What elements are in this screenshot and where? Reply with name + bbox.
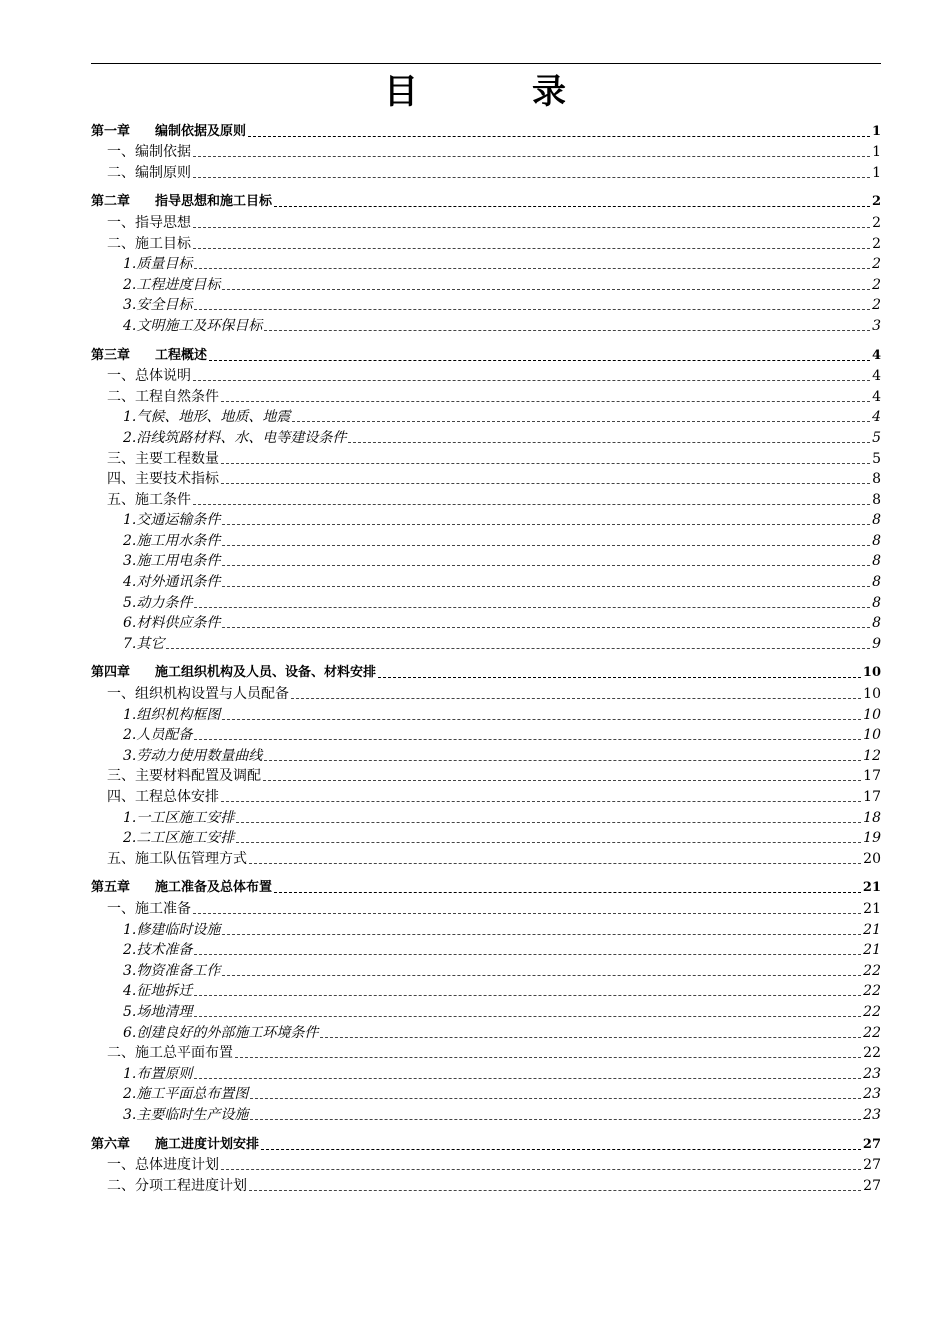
toc-entry-sub[interactable] xyxy=(91,806,881,827)
toc-entry-text: 五、施工队伍管理方式 xyxy=(107,850,247,867)
toc-entry-text: 6.材料供应条件 xyxy=(123,615,221,632)
toc-page-number: 8 xyxy=(872,512,881,529)
toc-entry-sub[interactable] xyxy=(91,939,881,960)
toc-title: 目 录 xyxy=(384,72,606,112)
toc-entry-label xyxy=(107,767,261,785)
dot-leader xyxy=(194,607,870,608)
chapter-gap xyxy=(91,335,881,344)
toc-entry-sub[interactable] xyxy=(91,744,881,765)
dot-leader xyxy=(235,1057,861,1058)
toc-entry-section[interactable] xyxy=(91,447,881,468)
dot-leader xyxy=(264,330,870,331)
toc-page-number: 8 xyxy=(872,615,881,632)
toc-entry-label xyxy=(123,408,290,426)
toc-page-number: 21 xyxy=(863,921,881,938)
toc-entry-text: 3.物资准备工作 xyxy=(123,962,221,979)
toc-entry-label xyxy=(107,367,191,385)
toc-entry-section[interactable] xyxy=(91,1154,881,1175)
toc-entry-text: 工程概述 xyxy=(155,347,208,363)
toc-entry-sub[interactable] xyxy=(91,314,881,335)
toc-entry-section[interactable] xyxy=(91,468,881,489)
toc-entry-text: 3.劳动力使用数量曲线 xyxy=(123,747,263,764)
toc-entry-label xyxy=(123,726,192,744)
toc-page-number: 18 xyxy=(863,809,881,826)
toc-entry-label xyxy=(107,1044,233,1062)
dot-leader xyxy=(320,1037,861,1038)
toc-entry-sub[interactable] xyxy=(91,426,881,447)
toc-page-number: 2 xyxy=(872,214,881,231)
toc-entry-label xyxy=(107,1156,219,1174)
toc-page-number: 21 xyxy=(862,880,881,896)
toc-entry-text: 1.修建临时设施 xyxy=(123,921,221,938)
chapter-gap xyxy=(91,1124,881,1133)
toc-entry-text: 2.沿线筑路材料、水、电等建设条件 xyxy=(123,429,347,446)
toc-entry-text: 一、指导思想 xyxy=(107,214,191,231)
toc-page-number: 9 xyxy=(872,635,881,652)
dot-leader xyxy=(250,1119,861,1120)
toc-entry-text: 二、施工目标 xyxy=(107,235,191,252)
toc-entry-label xyxy=(123,1065,192,1083)
dot-leader xyxy=(222,719,861,720)
toc-entry-label xyxy=(123,921,220,939)
toc-entry-text: 一、总体说明 xyxy=(107,368,191,385)
toc-entry-text: 指导思想和施工目标 xyxy=(155,194,273,210)
toc-entry-section[interactable] xyxy=(91,682,881,703)
toc-entry-label xyxy=(123,1003,192,1021)
dot-leader xyxy=(264,760,861,761)
chapter-number: 第二章 xyxy=(91,194,131,210)
toc-entry-sub[interactable] xyxy=(91,1000,881,1021)
toc-entry-sub[interactable] xyxy=(91,1062,881,1083)
dot-leader xyxy=(193,913,861,914)
toc-entry-text: 施工进度计划安排 xyxy=(155,1136,260,1152)
dot-leader xyxy=(193,156,870,157)
toc-entry-section[interactable] xyxy=(91,847,881,868)
toc-entry-section[interactable] xyxy=(91,161,881,182)
toc-entry-text: 4.文明施工及环保目标 xyxy=(123,317,263,334)
toc-entry-label xyxy=(123,573,220,591)
toc-entry-sub[interactable] xyxy=(91,591,881,612)
toc-entry-text: 二、编制原则 xyxy=(107,164,191,181)
toc-entry-label xyxy=(123,614,220,632)
toc-entry-chapter[interactable] xyxy=(91,191,881,212)
dot-leader xyxy=(274,892,861,893)
toc-entry-sub[interactable] xyxy=(91,827,881,848)
toc-entry-text: 三、主要材料配置及调配 xyxy=(107,768,261,785)
toc-entry-section[interactable] xyxy=(91,765,881,786)
toc-entry-chapter[interactable] xyxy=(91,877,881,898)
toc-page-number: 4 xyxy=(872,368,881,385)
toc-entry-text: 4.征地拆迁 xyxy=(123,983,193,1000)
toc-entry-sub[interactable] xyxy=(91,918,881,939)
toc-page-number: 21 xyxy=(863,900,881,917)
dot-leader xyxy=(194,309,870,310)
toc-page-number: 4 xyxy=(872,409,881,426)
toc-page-number: 5 xyxy=(872,450,881,467)
toc-page-number: 22 xyxy=(863,1045,881,1062)
header-rule xyxy=(91,63,881,64)
dot-leader xyxy=(193,380,870,381)
toc-page-number: 4 xyxy=(872,388,881,405)
toc-entry-text: 三、主要工程数量 xyxy=(107,450,219,467)
dot-leader xyxy=(166,648,870,649)
toc-entry-label xyxy=(123,552,220,570)
toc-page-number: 21 xyxy=(863,942,881,959)
dot-leader xyxy=(193,227,870,228)
toc-entry-text: 1.质量目标 xyxy=(123,256,193,273)
toc-entry-sub[interactable] xyxy=(91,959,881,980)
dot-leader xyxy=(250,1098,861,1099)
toc-entry-section[interactable] xyxy=(91,211,881,232)
toc-page-number: 17 xyxy=(863,789,881,805)
dot-leader xyxy=(194,954,861,955)
toc-entry-text: 2.技术准备 xyxy=(123,942,193,959)
toc-entry-text: 1.交通运输条件 xyxy=(123,512,221,529)
toc-entry-sub[interactable] xyxy=(91,1103,881,1124)
toc-entry-section[interactable] xyxy=(91,141,881,162)
toc-page-number: 22 xyxy=(863,983,881,1000)
toc-entry-label xyxy=(123,982,192,1000)
toc-entry-label xyxy=(123,594,192,612)
toc-entry-text: 2.二工区施工安排 xyxy=(123,830,235,847)
toc-entry-text: 1.一工区施工安排 xyxy=(123,809,235,826)
toc-entry-label xyxy=(123,962,220,980)
toc-entry-text: 一、总体进度计划 xyxy=(107,1157,219,1174)
dot-leader xyxy=(236,842,861,843)
toc-entry-text: 施工组织机构及人员、设备、材料安排 xyxy=(155,665,377,681)
toc-entry-text: 6.创建良好的外部施工环境条件 xyxy=(123,1024,319,1041)
dot-leader xyxy=(249,1190,861,1191)
dot-leader xyxy=(274,206,870,207)
toc-entry-text: 二、分项工程进度计划 xyxy=(107,1177,247,1194)
toc-page-number: 8 xyxy=(872,491,881,508)
dot-leader xyxy=(291,698,861,699)
toc-page-number: 10 xyxy=(863,727,881,744)
toc-entry-label xyxy=(91,879,272,897)
toc-entry-sub[interactable] xyxy=(91,253,881,274)
toc-page-number: 4 xyxy=(871,347,881,363)
toc-entry-label xyxy=(107,143,191,161)
toc-page-number: 23 xyxy=(863,1086,881,1103)
toc-entry-sub[interactable] xyxy=(91,406,881,427)
toc-entry-text: 2.工程进度目标 xyxy=(123,276,221,293)
toc-entry-label xyxy=(107,850,247,868)
toc-page-number: 27 xyxy=(863,1177,881,1194)
dot-leader xyxy=(221,483,870,484)
toc-page-number: 10 xyxy=(863,706,881,723)
dot-leader xyxy=(222,975,861,976)
dot-leader xyxy=(222,565,870,566)
toc-entry-label xyxy=(91,123,246,141)
toc-entry-text: 2.施工用水条件 xyxy=(123,532,221,549)
dot-leader xyxy=(194,1016,861,1017)
toc-entry-label xyxy=(107,900,191,918)
toc-entry-sub[interactable] xyxy=(91,570,881,591)
chapter-number: 第一章 xyxy=(91,123,131,139)
toc-entry-label xyxy=(107,235,191,253)
toc-page-number: 19 xyxy=(863,830,881,847)
dot-leader xyxy=(263,780,861,781)
toc-entry-label xyxy=(107,164,191,182)
dot-leader xyxy=(222,627,870,628)
toc-page-number: 8 xyxy=(872,532,881,549)
toc-entry-sub[interactable] xyxy=(91,509,881,530)
toc-entry-chapter[interactable] xyxy=(91,344,881,365)
toc-page-number: 23 xyxy=(863,1106,881,1123)
toc-entry-section[interactable] xyxy=(91,785,881,806)
toc-entry-text: 编制依据及原则 xyxy=(155,123,247,139)
dot-leader xyxy=(261,1149,861,1150)
toc-page-number: 2 xyxy=(872,256,881,273)
dot-leader xyxy=(209,360,870,361)
chapter-gap xyxy=(91,868,881,877)
toc-entry-label xyxy=(123,706,220,724)
dot-leader xyxy=(249,863,861,864)
toc-entry-text: 1.气候、地形、地质、地震 xyxy=(123,409,291,426)
dot-leader xyxy=(193,504,870,505)
toc-entry-sub[interactable] xyxy=(91,1021,881,1042)
dot-leader xyxy=(221,463,870,464)
dot-leader xyxy=(348,442,870,443)
toc-entry-text: 1.布置原则 xyxy=(123,1065,193,1082)
chapter-gap xyxy=(91,182,881,191)
chapter-number: 第五章 xyxy=(91,880,131,896)
toc-page-number: 8 xyxy=(872,594,881,611)
toc-entry-text: 四、主要技术指标 xyxy=(107,471,219,488)
dot-leader xyxy=(222,524,870,525)
toc-entry-label xyxy=(123,1085,248,1103)
toc-entry-label xyxy=(123,829,234,847)
toc-entry-text: 一、施工准备 xyxy=(107,900,191,917)
toc-entry-section[interactable] xyxy=(91,488,881,509)
dot-leader xyxy=(378,677,861,678)
toc-entry-text: 五、施工条件 xyxy=(107,491,191,508)
toc-entry-text: 5.动力条件 xyxy=(123,594,193,611)
toc-entry-section[interactable] xyxy=(91,385,881,406)
toc-entry-sub[interactable] xyxy=(91,632,881,653)
toc-entry-label xyxy=(107,491,191,509)
toc-entry-label xyxy=(123,809,234,827)
toc-entry-label xyxy=(91,664,376,682)
toc-entry-chapter[interactable] xyxy=(91,662,881,683)
toc-page-number: 20 xyxy=(863,850,881,867)
toc-entry-text: 二、施工总平面布置 xyxy=(107,1045,233,1062)
dot-leader xyxy=(221,1169,861,1170)
dot-leader xyxy=(236,822,861,823)
dot-leader xyxy=(248,136,870,137)
toc-entry-label xyxy=(123,276,220,294)
dot-leader xyxy=(193,248,870,249)
toc-entry-chapter[interactable] xyxy=(91,120,881,141)
toc-page-number: 2 xyxy=(872,297,881,314)
toc-entry-text: 7.其它 xyxy=(123,635,165,652)
dot-leader xyxy=(194,268,870,269)
dot-leader xyxy=(221,401,870,402)
toc-page-number: 1 xyxy=(872,164,881,181)
toc-entry-label xyxy=(123,296,192,314)
toc-entry-text: 2.人员配备 xyxy=(123,727,193,744)
toc-entry-label xyxy=(91,347,207,365)
table-of-contents xyxy=(91,120,881,1195)
toc-entry-label xyxy=(123,511,220,529)
chapter-number: 第四章 xyxy=(91,665,131,681)
toc-entry-section[interactable] xyxy=(91,897,881,918)
toc-entry-label xyxy=(123,317,262,335)
toc-page-number: 22 xyxy=(863,1024,881,1041)
toc-entry-label xyxy=(123,1024,318,1042)
toc-entry-label xyxy=(107,450,219,468)
toc-entry-sub[interactable] xyxy=(91,703,881,724)
toc-entry-text: 二、工程自然条件 xyxy=(107,388,219,405)
toc-page-number: 2 xyxy=(871,194,881,210)
dot-leader xyxy=(194,739,861,740)
dot-leader xyxy=(222,289,870,290)
toc-entry-label xyxy=(123,255,192,273)
toc-page-number: 5 xyxy=(872,429,881,446)
toc-entry-text: 5.场地清理 xyxy=(123,1003,193,1020)
toc-page-number: 2 xyxy=(872,276,881,293)
toc-entry-label xyxy=(107,214,191,232)
dot-leader xyxy=(193,177,870,178)
chapter-number: 第六章 xyxy=(91,1136,131,1152)
toc-page-number: 27 xyxy=(863,1157,881,1174)
toc-entry-label xyxy=(91,193,272,211)
dot-leader xyxy=(221,801,861,802)
toc-entry-section[interactable] xyxy=(91,1174,881,1195)
toc-entry-section[interactable] xyxy=(91,365,881,386)
toc-entry-text: 四、工程总体安排 xyxy=(107,789,219,805)
toc-entry-label xyxy=(123,532,220,550)
toc-entry-sub[interactable] xyxy=(91,529,881,550)
toc-entry-text: 2.施工平面总布置图 xyxy=(123,1086,249,1103)
toc-page-number: 8 xyxy=(872,574,881,591)
toc-entry-label xyxy=(107,1177,247,1195)
dot-leader xyxy=(292,421,870,422)
chapter-gap xyxy=(91,653,881,662)
toc-page-number: 22 xyxy=(863,962,881,979)
toc-entry-text: 1.组织机构框图 xyxy=(123,706,221,723)
toc-entry-section[interactable] xyxy=(91,1042,881,1063)
toc-entry-chapter[interactable] xyxy=(91,1133,881,1154)
toc-page-number: 1 xyxy=(872,144,881,161)
toc-page-number: 23 xyxy=(863,1065,881,1082)
toc-entry-label xyxy=(123,1106,248,1124)
toc-entry-label xyxy=(107,788,219,806)
toc-page-number: 10 xyxy=(863,686,881,703)
toc-entry-sub[interactable] xyxy=(91,1083,881,1104)
toc-entry-sub[interactable] xyxy=(91,612,881,633)
toc-entry-text: 一、编制依据 xyxy=(107,144,191,161)
toc-entry-text: 一、组织机构设置与人员配备 xyxy=(107,686,289,703)
toc-page-number: 8 xyxy=(872,553,881,570)
toc-page-number: 2 xyxy=(872,235,881,252)
toc-entry-sub[interactable] xyxy=(91,980,881,1001)
toc-entry-text: 4.对外通讯条件 xyxy=(123,574,221,591)
toc-entry-label xyxy=(123,747,262,765)
toc-entry-label xyxy=(123,635,164,653)
toc-entry-sub[interactable] xyxy=(91,273,881,294)
toc-entry-sub[interactable] xyxy=(91,294,881,315)
toc-page-number: 17 xyxy=(863,768,881,785)
toc-page-number: 3 xyxy=(872,317,881,334)
toc-page-number: 22 xyxy=(863,1003,881,1020)
toc-page-number: 1 xyxy=(871,123,881,139)
toc-entry-section[interactable] xyxy=(91,232,881,253)
toc-page-number: 12 xyxy=(863,747,881,764)
toc-entry-label xyxy=(107,685,289,703)
toc-entry-label xyxy=(107,470,219,488)
toc-page-number: 8 xyxy=(872,471,881,488)
toc-entry-label xyxy=(123,941,192,959)
dot-leader xyxy=(194,1078,861,1079)
toc-entry-text: 施工准备及总体布置 xyxy=(155,880,273,896)
toc-entry-label xyxy=(107,388,219,406)
toc-page-number: 10 xyxy=(862,665,881,681)
dot-leader xyxy=(194,995,861,996)
dot-leader xyxy=(222,586,870,587)
toc-entry-text: 3.主要临时生产设施 xyxy=(123,1106,249,1123)
chapter-number: 第三章 xyxy=(91,347,131,363)
toc-entry-sub[interactable] xyxy=(91,724,881,745)
toc-entry-label xyxy=(91,1136,259,1154)
toc-entry-text: 3.施工用电条件 xyxy=(123,553,221,570)
toc-entry-sub[interactable] xyxy=(91,550,881,571)
toc-entry-label xyxy=(123,429,346,447)
dot-leader xyxy=(222,934,861,935)
dot-leader xyxy=(222,545,870,546)
toc-page-number: 27 xyxy=(862,1136,881,1152)
toc-entry-text: 3.安全目标 xyxy=(123,297,193,314)
